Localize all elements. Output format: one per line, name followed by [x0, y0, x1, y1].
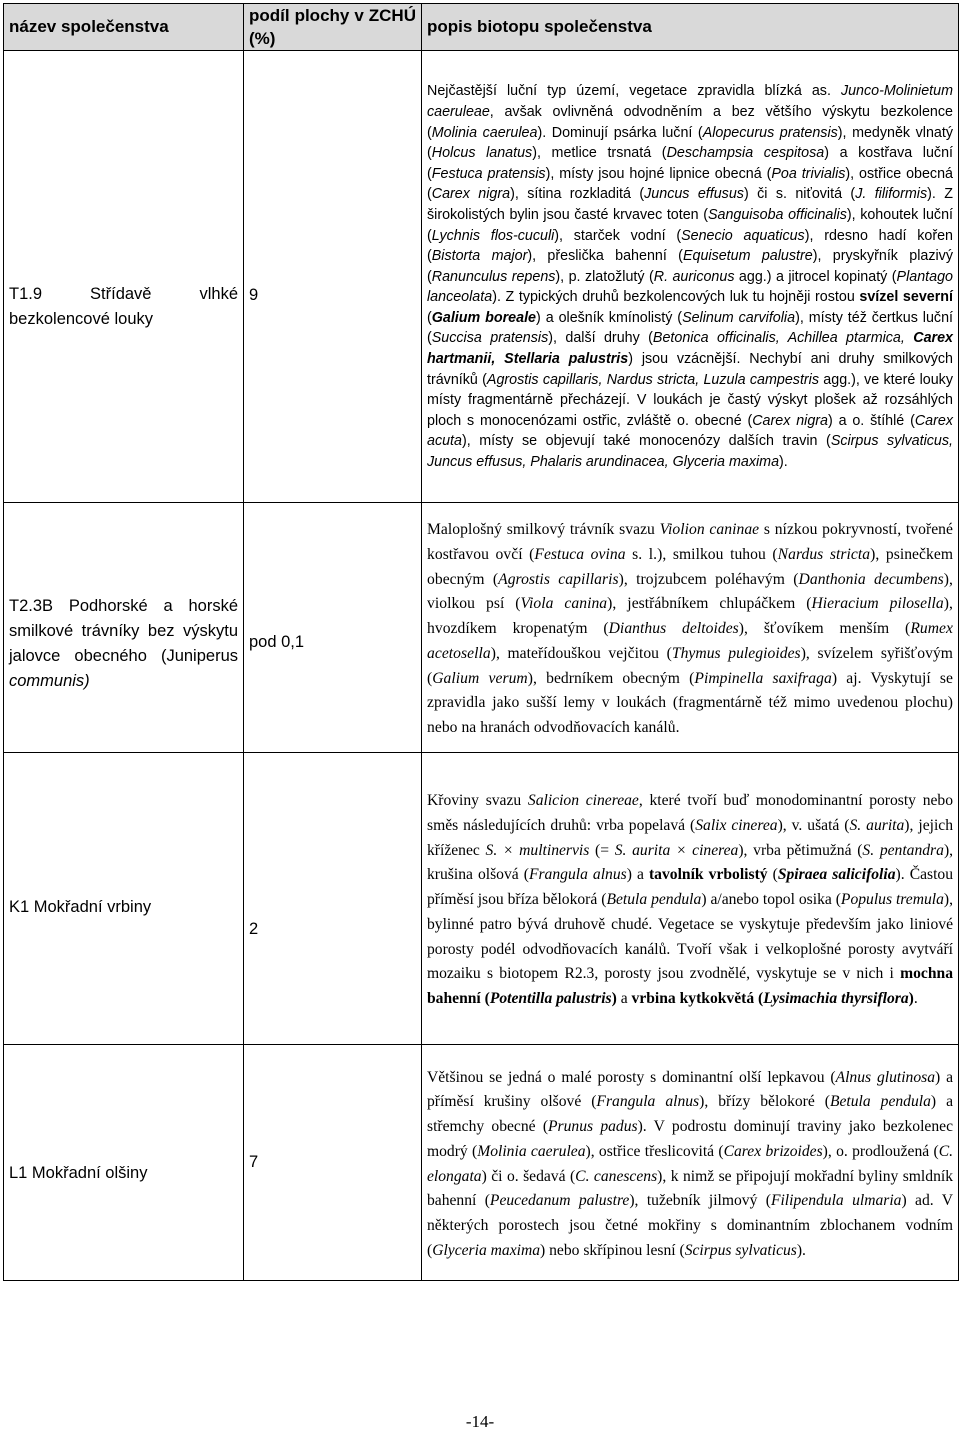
header-share: podíl plochy v ZCHÚ (%) — [244, 4, 422, 51]
description-segment: ), místy též čertkus luční ( — [427, 309, 954, 347]
table-header-row — [4, 4, 959, 51]
table-row — [4, 753, 959, 1045]
description-segment: Potentilla palustris — [489, 989, 612, 1007]
description-segment: ), ostřice třeslicovitá ( — [585, 1142, 724, 1160]
description-segment: ), k nimž se připojují mokřadní byliny smldník bahenní ( — [427, 1167, 953, 1210]
description-segment: S. aurita × cinerea — [614, 841, 739, 859]
description-segment: Juncus effusus — [644, 186, 744, 203]
description-segment: Glyceria maxima — [432, 1241, 541, 1259]
description-segment: ). Z typických druhů bezkolencových luk tu hojněji rostou — [492, 289, 860, 306]
description-segment: ). — [796, 1241, 806, 1259]
description-segment: ), kohoutek luční ( — [427, 206, 953, 244]
description-segment: Populus tremula — [840, 891, 944, 909]
description-segment: ), jestřábníkem chlupáčkem ( — [607, 595, 812, 613]
description-segment: Betonica officinalis, Achillea ptarmica, — [652, 330, 914, 347]
description-segment: Selinum carvifolia — [682, 309, 796, 326]
description-segment: Rumex acetosella — [427, 620, 953, 662]
description-segment: ), přeslička bahenní ( — [527, 248, 683, 265]
description-segment: s. l.), smilkou tuhou ( — [625, 546, 778, 564]
description-segment: J. filiformis — [855, 186, 928, 203]
description-segment: ), trojzubcem poléhavým ( — [618, 570, 799, 588]
description-segment: ), šťovíkem menším ( — [738, 620, 911, 638]
description-segment: ) aj. Vyskytují se zpravidla jako sušší lemy v loukách (fragmentárně též mimo uvedenou plochu) nebo na hranách odvodňovacích kanálů. — [427, 669, 953, 736]
description-segment: ) a příměsí krušiny olšové ( — [427, 1068, 953, 1111]
description-segment: ) a — [626, 866, 649, 884]
description-segment: Agrostis capillaris — [498, 570, 619, 588]
description-segment: ), svízelem syřišťovým ( — [427, 644, 953, 687]
description-segment: ), vrba pětimužná ( — [738, 841, 863, 859]
description-segment: a — [616, 989, 632, 1007]
description-segment: ( — [427, 309, 432, 326]
description-segment: ) a olešník kmínolistý ( — [536, 309, 683, 326]
description-segment: ) ad. V některých porostech jsou četné mokřiny s dominantním zblochanem vodním ( — [427, 1192, 953, 1259]
description-segment: Lysimachia thyrsiflora — [763, 989, 909, 1007]
area-share: pod 0,1 — [244, 503, 422, 753]
description-segment: ), tužebník jilmový ( — [629, 1192, 771, 1210]
description-segment: Equisetum palustre — [682, 248, 813, 265]
description-segment: Salix cinerea — [695, 817, 778, 835]
description-segment: Nejčastější luční typ území, vegetace zpravidla blízká as. — [427, 83, 841, 100]
description-segment: Alnus glutinosa — [835, 1068, 936, 1086]
description-segment: ) či s. niťovitá ( — [743, 186, 856, 203]
description-segment: Danthonia decumbens — [798, 570, 944, 588]
description-segment: Ranunculus repens — [431, 268, 556, 285]
description-segment: Viola canina — [520, 595, 608, 613]
description-segment: Bistorta major — [431, 248, 528, 265]
description-segment: Succisa pratensis — [431, 330, 549, 347]
description-segment: Carex brizoides — [723, 1142, 823, 1160]
description-segment: ) — [611, 989, 617, 1007]
header-description: popis biotopu společenstva — [422, 4, 959, 51]
description-segment: ). Z širokolistých bylin jsou časté krvavec toten ( — [427, 186, 953, 223]
description-segment: . — [913, 989, 918, 1007]
description-segment: ), psinečkem obecným ( — [427, 546, 953, 588]
description-segment: Lychnis flos-cuculi — [431, 227, 555, 244]
description-segment: Molinia caerulea — [477, 1142, 586, 1160]
description-segment: Carex hartmanii, Stellaria palustris — [427, 330, 953, 368]
description-segment: Maloplošný smilkový trávník svazu — [427, 521, 660, 539]
description-segment: ) — [908, 989, 914, 1007]
description-segment: ), břízy bělokoré ( — [699, 1093, 830, 1111]
description-segment: ), rdesno hadí kořen ( — [427, 227, 953, 265]
biotope-description — [422, 51, 959, 503]
description-segment: Křoviny svazu — [427, 792, 528, 810]
description-segment: Carex nigra — [431, 186, 511, 203]
table-row — [4, 1045, 959, 1281]
description-segment: ), medyněk vlnatý ( — [427, 124, 953, 162]
description-segment: ), p. zlatožlutý ( — [555, 268, 654, 285]
header-name: název společenstva — [4, 4, 244, 51]
description-segment: ) a kostřava luční ( — [427, 145, 954, 182]
biotope-table — [3, 3, 959, 1281]
community-name: K1 Mokřadní vrbiny — [4, 753, 244, 1045]
description-segment: Spiraea salicifolia — [777, 866, 896, 884]
community-name: T2.3B Podhorské a horské smilkové trávníky bez výskytu jalovce obecného (Juniperus communis) — [4, 503, 244, 753]
description-segment: vrbina kytkokvětá — [631, 989, 755, 1007]
description-segment: Galium verum — [432, 669, 528, 687]
description-segment: ), bedrníkem obecným ( — [527, 669, 695, 687]
description-segment: S. × multinervis — [485, 841, 590, 859]
description-segment: s nízkou pokryvností, tvořené kostřavou ovčí ( — [427, 521, 953, 564]
area-share: 2 — [244, 753, 422, 1045]
description-segment: ), mateřídouškou vejčitou ( — [490, 644, 672, 662]
community-name: L1 Mokřadní olšiny — [4, 1045, 244, 1281]
description-segment: Betula pendula — [829, 1093, 931, 1111]
description-segment: ), o. prodloužená ( — [822, 1142, 939, 1160]
community-name-line3: jalovce obecného (Juniperus — [9, 646, 238, 665]
biotope-description — [422, 753, 959, 1045]
description-segment: ( — [767, 866, 778, 884]
description-segment: Thymus pulegioides — [671, 644, 801, 662]
area-share: 9 — [244, 51, 422, 503]
description-segment: svízel severní — [859, 289, 953, 306]
description-segment: Betula pendula — [606, 891, 702, 909]
description-segment: Pimpinella saxifraga — [694, 669, 832, 687]
description-segment: ), metlice trsnatá ( — [532, 145, 667, 162]
description-segment: Molinia caerulea — [431, 124, 538, 141]
description-segment: , avšak ovlivněná odvodněním a bez většího výskytu bezkolence ( — [427, 103, 953, 141]
description-segment: R. auriconus — [653, 268, 735, 285]
description-segment: ), další druhy ( — [548, 330, 653, 347]
description-segment: Plantago lanceolata — [427, 268, 953, 306]
description-segment: ), bylinné patro bývá druhově chudé. Vegetace se vyskytuje především jako liniové porosty podél odvodňovacích kanálů. Tvoří však i velkoplošné porosty avytváří mozaiku s biotopem R2.3, porosty jsou zvodnělé, vyskytuje se v nich i — [427, 891, 953, 983]
description-segment: ), v. ušatá ( — [777, 817, 850, 835]
description-segment: ) a/anebo topol osika ( — [701, 891, 841, 909]
description-segment: ), pryskyřník plazivý ( — [427, 248, 953, 285]
description-segment: Salicion cinereae — [527, 792, 639, 810]
description-segment: ), starček vodní ( — [554, 227, 682, 244]
description-segment: Carex nigra — [752, 412, 828, 429]
description-segment: Violion caninae — [659, 521, 760, 539]
page-number: -14- — [465, 1412, 495, 1431]
description-segment: ), jejich kříženec — [427, 817, 953, 859]
description-segment: ), violkou psí ( — [427, 570, 953, 613]
description-segment: ), ostřice obecná ( — [427, 165, 953, 203]
description-segment: ). Dominují psárka luční ( — [537, 124, 703, 141]
description-segment: ) či o. šedavá ( — [481, 1167, 576, 1185]
description-segment: Galium boreale — [431, 309, 537, 326]
description-segment: ) nebo skřípinou lesní ( — [540, 1241, 685, 1259]
description-segment: Frangula alnus — [528, 866, 627, 884]
community-name: T1.9 Střídavě vlhké bezkolencové louky — [4, 51, 244, 503]
description-segment: Festuca ovina — [534, 546, 626, 564]
description-segment: C. canescens — [575, 1167, 658, 1185]
description-segment: ( — [758, 989, 764, 1007]
description-segment: Senecio aquaticus — [681, 227, 805, 244]
description-segment: ). V podrostu dominují traviny jako bezkolenec modrý ( — [427, 1118, 953, 1160]
description-segment: Festuca pratensis — [431, 165, 546, 182]
description-segment: agg.) a jitrocel kopinatý ( — [734, 268, 897, 285]
description-segment: S. aurita — [849, 817, 905, 835]
description-segment: ), místy se objevují také monocenózy dalších travin ( — [461, 433, 831, 450]
description-segment: ), místy jsou hojné lipnice obecná ( — [545, 165, 772, 182]
description-segment: Prunus padus — [548, 1118, 638, 1136]
table-row — [4, 51, 959, 503]
description-segment: ) a střemchy obecné ( — [427, 1093, 954, 1136]
description-segment: Scirpus sylvaticus, Juncus effusus, Phalaris arundinacea, Glyceria maxima — [427, 433, 953, 471]
description-segment: , které tvoří buď monodominantní porosty nebo směs následujících druhů: vrba popelavá ( — [427, 792, 954, 835]
description-segment: Deschampsia cespitosa — [666, 145, 825, 162]
description-segment: ) a o. štíhlé ( — [827, 412, 915, 429]
description-segment: Frangula alnus — [596, 1093, 700, 1111]
description-segment: Sanguisoba officinalis — [707, 206, 847, 223]
description-segment: S. pentandra — [862, 841, 944, 859]
table-row — [4, 503, 959, 753]
description-segment: Alopecurus pratensis — [702, 124, 838, 141]
description-segment: ), hvozdíkem kropenatým ( — [427, 595, 953, 638]
description-segment: Filipendula ulmaria — [770, 1192, 902, 1210]
description-segment: Holcus lanatus — [431, 145, 533, 162]
description-segment: agg.), ve které louky místy fragmentárně přecházejí. V loukách je častý výskyt plošek až rozsáhlých ploch s monocenózami ostřic, zvláště o. obecné ( — [427, 371, 953, 429]
description-segment: Hieracium pilosella — [811, 595, 944, 613]
area-share: 7 — [244, 1045, 422, 1281]
description-segment: (= — [589, 841, 615, 859]
description-segment: ). — [779, 454, 788, 471]
description-segment: Nardus stricta — [777, 546, 871, 564]
biotope-description — [422, 503, 959, 753]
description-segment: C. elongata — [427, 1142, 953, 1185]
description-segment: ), krušina olšová ( — [427, 841, 954, 884]
description-segment: Scirpus sylvaticus — [684, 1241, 797, 1259]
description-segment: Agrostis capillaris, Nardus stricta, Luzula campestris — [486, 371, 820, 388]
description-segment: mochna bahenní — [427, 965, 953, 1007]
description-segment: tavolník vrbolistý — [648, 866, 768, 884]
description-segment: ), sítina rozkladitá ( — [510, 186, 645, 203]
description-segment: Carex acuta — [427, 412, 953, 450]
description-segment: Junco-Molinietum caeruleae — [427, 83, 953, 120]
description-segment: Peucedanum palustre — [489, 1192, 630, 1210]
description-segment: ( — [484, 989, 490, 1007]
description-segment: Poa trivialis — [771, 165, 846, 182]
biotope-description — [422, 1045, 959, 1281]
description-segment: ). Častou příměsí jsou bříza bělokorá ( — [427, 866, 954, 909]
description-segment: ) jsou vzácnější. Nechybí ani druhy smilkových trávníků ( — [427, 351, 953, 388]
description-segment: Většinou se jedná o malé porosty s dominantní olší lepkavou ( — [427, 1068, 836, 1086]
description-segment: Dianthus deltoides — [608, 620, 739, 638]
